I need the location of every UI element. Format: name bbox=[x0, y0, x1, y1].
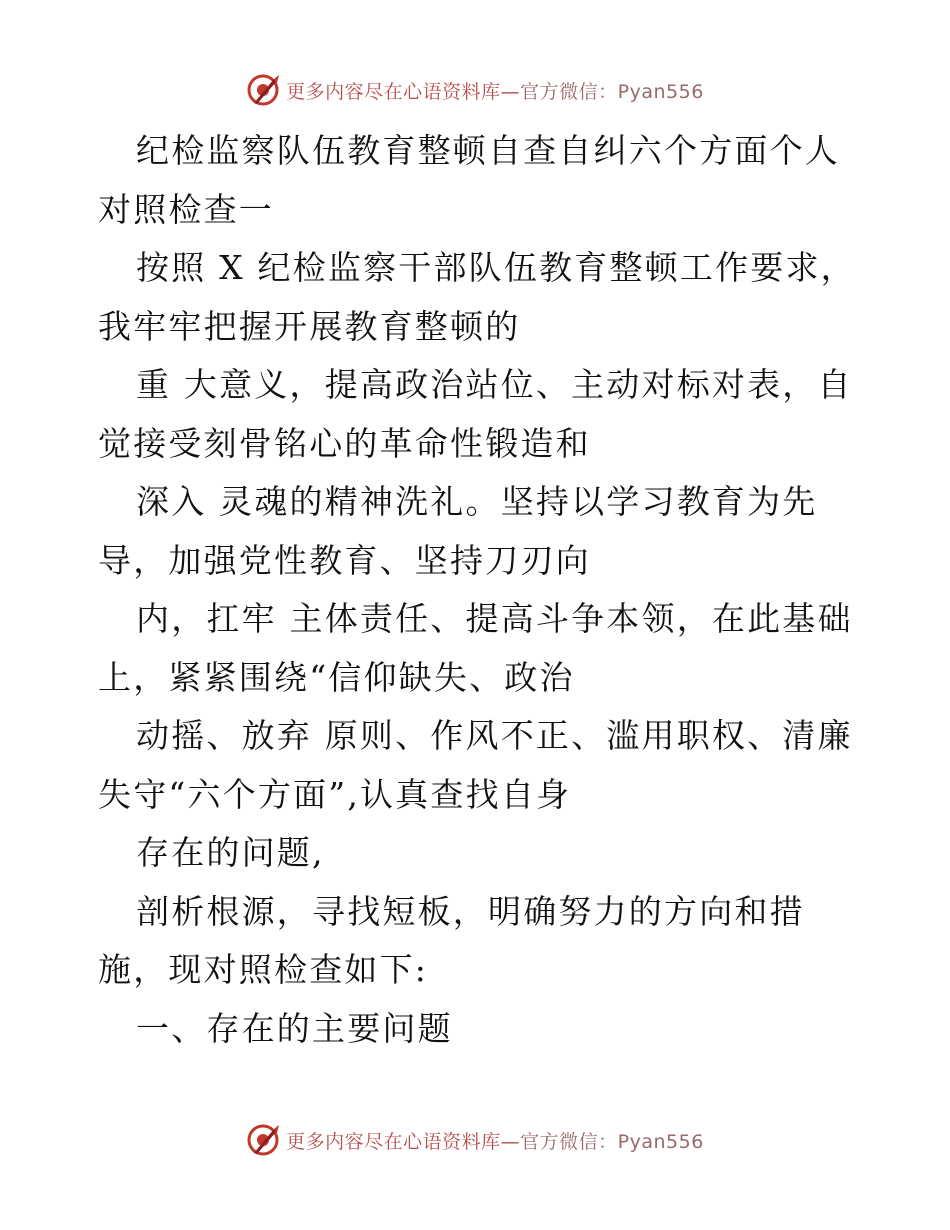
doc-paragraph: 动摇、放弃 原则、作风不正、滥用职权、清廉失守“六个方面”,认真查找自身 bbox=[98, 716, 853, 814]
header-banner bbox=[0, 70, 950, 110]
header-banner-text bbox=[286, 77, 704, 104]
footer-banner bbox=[0, 1120, 950, 1160]
banner-site-name: 更多内容尽在心语资料库 bbox=[286, 80, 501, 103]
doc-paragraph: 剖析根源，寻找短板，明确努力的方向和措施，现对照检查如下: bbox=[98, 891, 805, 989]
doc-paragraph: 深入 灵魂的精神洗礼。坚持以学习教育为先导，加强党性教育、坚持刀刃向 bbox=[98, 482, 818, 580]
doc-paragraph: 按照 X 纪检监察干部队伍教育整顿工作要求，我牢牢把握开展教育整顿的 bbox=[98, 248, 856, 346]
banner-wechat: 官方微信：Pyan556 bbox=[520, 80, 704, 103]
banner-wechat: 官方微信：Pyan556 bbox=[520, 1130, 704, 1153]
doc-title-paragraph: 纪检监察队伍教育整顿自查自纠六个方面个人对照检查一 bbox=[98, 131, 840, 229]
banner-separator: — bbox=[500, 1130, 521, 1153]
banner-site-name: 更多内容尽在心语资料库 bbox=[286, 1130, 501, 1153]
quill-logo-icon bbox=[246, 73, 280, 107]
doc-paragraph: 存在的问题, bbox=[136, 833, 325, 872]
document-body bbox=[98, 122, 858, 1058]
section-heading: 一、存在的主要问题 bbox=[136, 1008, 453, 1048]
doc-paragraph: 内，扛牢 主体责任、提高斗争本领，在此基础上，紧紧围绕“信仰缺失、政治 bbox=[98, 599, 853, 697]
quill-logo-icon bbox=[246, 1123, 280, 1157]
doc-paragraph: 重 大意义，提高政治站位、主动对标对表，自觉接受刻骨铭心的革命性锻造和 bbox=[98, 365, 853, 463]
banner-separator: — bbox=[500, 80, 521, 103]
footer-banner-text bbox=[286, 1127, 704, 1154]
